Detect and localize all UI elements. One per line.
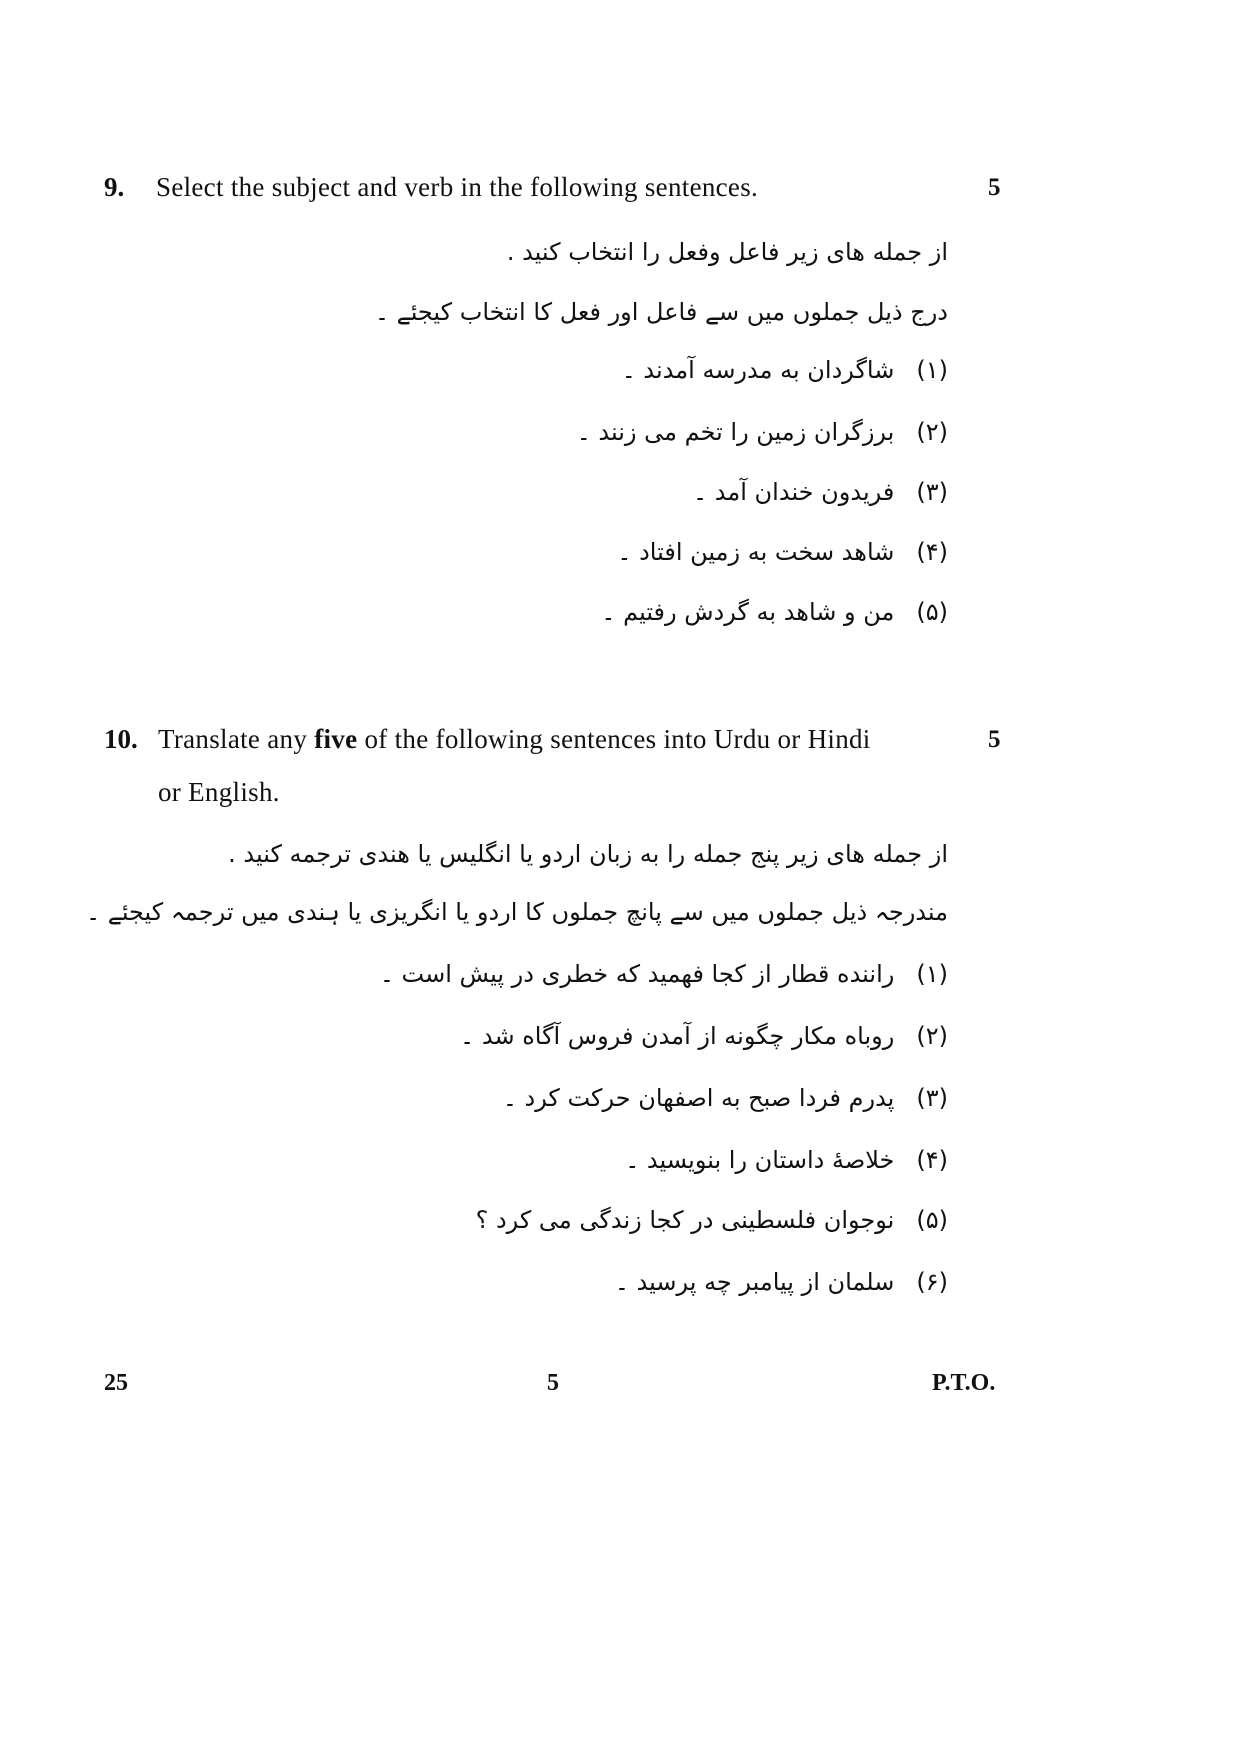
question-10-text-bold: five (314, 724, 358, 754)
item-number: (۳) (916, 478, 948, 506)
question-10-item (625, 1146, 948, 1174)
item-number: (۴) (916, 538, 948, 566)
question-9-number: 9. (104, 172, 125, 202)
question-10-item (615, 1268, 948, 1296)
item-text: پدرم فردا صبح به اصفهان حرکت کرد ۔ (502, 1084, 895, 1112)
footer-code: 25 (104, 1370, 128, 1396)
footer-page-number: 5 (547, 1370, 559, 1396)
question-10-text-line2: or English. (158, 777, 280, 807)
question-9-text: Select the subject and verb in the following sentences. (156, 172, 759, 202)
item-text: برزگران زمین را تخم می زنند ۔ (576, 418, 895, 446)
item-text: نوجوان فلسطینی در کجا زندگی می کرد ؟ (475, 1206, 895, 1234)
item-text: من و شاهد به گردش رفتیم ۔ (601, 598, 895, 626)
item-text: شاگردان به مدرسه آمدند ۔ (621, 356, 895, 384)
question-9-item (617, 538, 948, 566)
question-10-text-after: of the following sentences into Urdu or Hindi (364, 724, 871, 754)
question-9-item (693, 478, 948, 506)
item-number: (۵) (916, 598, 948, 626)
question-10-number: 10. (104, 724, 138, 754)
question-10-text (158, 724, 871, 755)
question-10-text-before: Translate any (158, 724, 308, 754)
question-10-item (503, 1084, 948, 1112)
question-9-item (577, 418, 948, 446)
question-10-urdu-instruction: مندرجہ ذیل جملوں میں سے پانچ جملوں کا اردو یا انگریزی یا ہندی میں ترجمہ کیجئے ۔ (86, 898, 948, 926)
question-9-item (601, 598, 948, 626)
question-10-marks: 5 (988, 726, 1001, 753)
item-number: (۱) (916, 356, 948, 384)
question-10-item (476, 1206, 948, 1234)
question-9-urdu-instruction: درج ذیل جملوں میں سے فاعل اور فعل کا انتخاب کیجئے ۔ (374, 298, 948, 326)
question-10-item (380, 960, 948, 988)
question-10-persian-instruction: از جمله های زیر پنج جمله را به زبان اردو یا انگلیس یا هندی ترجمه کنید . (228, 840, 948, 868)
item-number: (۲) (916, 1022, 948, 1050)
footer-pto: P.T.O. (932, 1370, 996, 1396)
item-number: (۳) (916, 1084, 948, 1112)
question-10-item (460, 1022, 948, 1050)
item-text: روباه مکار چگونه از آمدن فروس آگاه شد ۔ (460, 1022, 895, 1050)
question-9-persian-instruction: از جمله های زیر فاعل وفعل را انتخاب کنید . (506, 238, 948, 266)
item-text: شاهد سخت به زمین افتاد ۔ (617, 538, 895, 566)
item-text: فریدون خندان آمد ۔ (693, 478, 895, 506)
item-number: (۲) (916, 418, 948, 446)
item-text: راننده قطار از کجا فهمید که خطری در پیش است ۔ (379, 960, 895, 988)
item-text: خلاصهٔ داستان را بنویسید ۔ (625, 1146, 895, 1174)
item-text: سلمان از پیامبر چه پرسید ۔ (614, 1268, 895, 1296)
item-number: (۱) (916, 960, 948, 988)
question-9-item (622, 356, 948, 384)
item-number: (۶) (916, 1268, 948, 1296)
item-number: (۵) (916, 1206, 948, 1234)
item-number: (۴) (916, 1146, 948, 1174)
question-9-marks: 5 (988, 174, 1001, 201)
